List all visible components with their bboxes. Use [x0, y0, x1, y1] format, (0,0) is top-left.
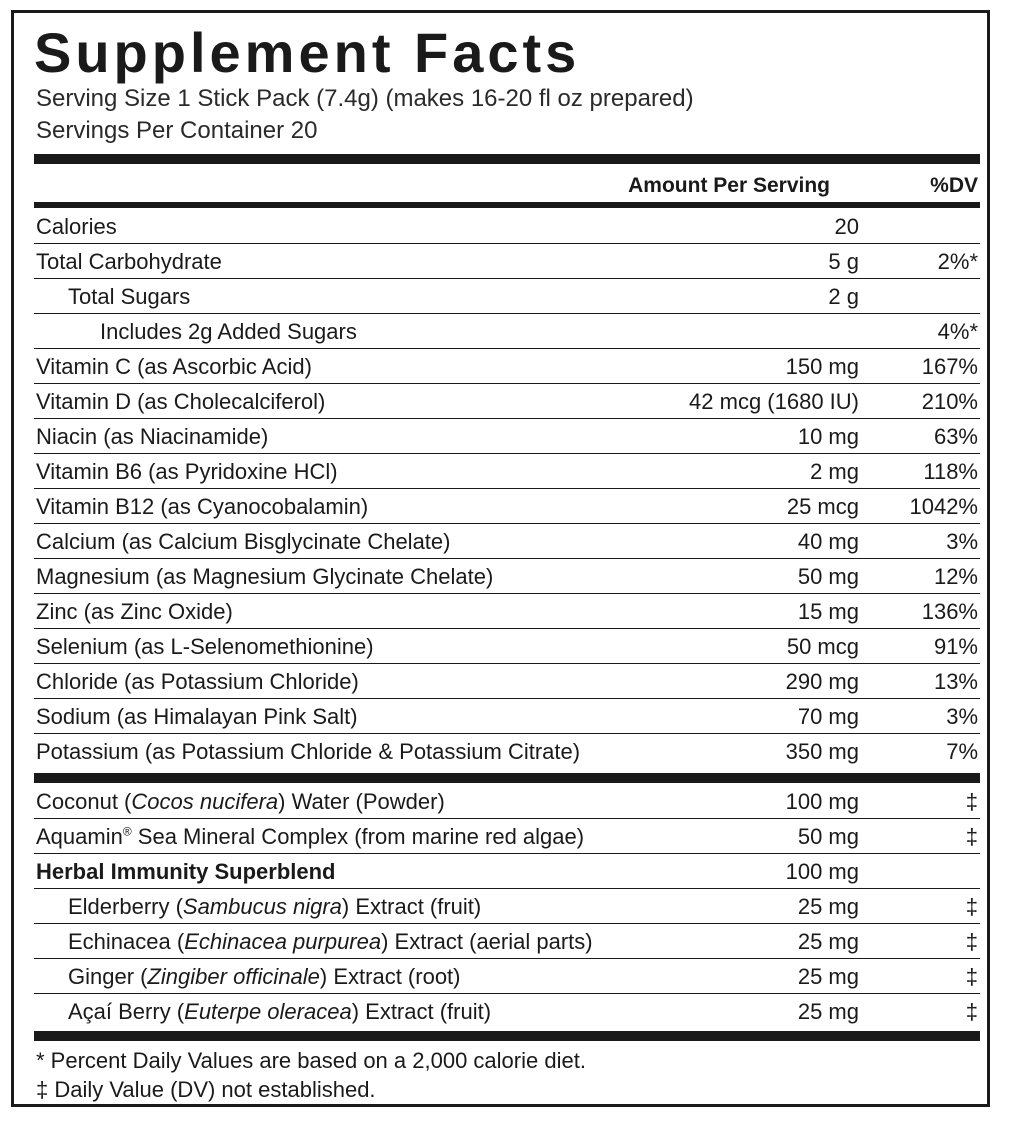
- name-part: ) Extract (aerial parts): [381, 929, 593, 954]
- nutrient-name: Vitamin D (as Cholecalciferol): [36, 389, 326, 414]
- table-row: [34, 559, 980, 594]
- ingredient-amount: 25 mg: [797, 999, 859, 1024]
- table-row: [34, 924, 980, 959]
- table-row: [34, 524, 980, 559]
- nutrient-amount: 5 g: [828, 249, 859, 274]
- name-part: Echinacea (: [68, 929, 185, 954]
- nutrient-dv: 63%: [933, 424, 978, 449]
- nutrient-amount: 10 mg: [797, 424, 859, 449]
- section-divider: [34, 773, 980, 783]
- nutrient-name: Total Sugars: [68, 284, 191, 309]
- table-row: [34, 994, 980, 1029]
- ingredient-name: [68, 959, 461, 995]
- nutrient-amount: 40 mg: [797, 529, 859, 554]
- name-part: ) Extract (fruit): [341, 894, 482, 919]
- nutrient-amount: 50 mg: [797, 564, 859, 589]
- table-row: [34, 384, 980, 419]
- nutrient-amount: 2 g: [828, 284, 859, 309]
- name-part: Aquamin: [36, 824, 123, 849]
- ingredient-list: [34, 784, 980, 1029]
- registered-mark: ®: [122, 824, 132, 839]
- name-part: Açaí Berry (: [68, 999, 185, 1024]
- nutrient-name: Selenium (as L-Selenomethionine): [36, 634, 374, 659]
- ingredient-amount: 25 mg: [797, 964, 859, 989]
- name-part: Sea Mineral Complex (from marine red algae): [131, 824, 585, 849]
- name-part: ) Extract (root): [319, 964, 461, 989]
- nutrient-name: Magnesium (as Magnesium Glycinate Chelate): [36, 564, 494, 589]
- nutrient-dv: 4%*: [937, 319, 978, 344]
- nutrient-name: Potassium (as Potassium Chloride & Potassium Citrate): [36, 739, 581, 764]
- footnote-dv: * Percent Daily Values are based on a 2,000 calorie diet.: [36, 1048, 586, 1073]
- nutrient-dv: 13%: [933, 669, 978, 694]
- nutrient-dv: 167%: [921, 354, 978, 379]
- ingredient-name: [36, 784, 445, 820]
- nutrient-name: Total Carbohydrate: [36, 249, 222, 274]
- nutrient-dv: 91%: [933, 634, 978, 659]
- ingredient-name: [36, 854, 336, 890]
- supplement-facts-panel: [11, 10, 990, 1107]
- nutrient-name: Calories: [36, 214, 117, 239]
- nutrient-dv: 1042%: [909, 494, 978, 519]
- table-row: [34, 454, 980, 489]
- ingredient-amount: 50 mg: [797, 824, 859, 849]
- table-row: [34, 629, 980, 664]
- nutrient-amount: 150 mg: [785, 354, 859, 379]
- nutrient-name: Zinc (as Zinc Oxide): [36, 599, 233, 624]
- nutrient-amount: 70 mg: [797, 704, 859, 729]
- panel-title: Supplement Facts: [34, 21, 581, 84]
- ingredient-name: [36, 819, 584, 855]
- ingredient-amount: 25 mg: [797, 894, 859, 919]
- nutrient-amount: 290 mg: [785, 669, 859, 694]
- servings-per-container: Servings Per Container 20: [36, 117, 318, 144]
- name-part: Coconut (: [36, 789, 132, 814]
- nutrient-dv: 3%: [946, 529, 978, 554]
- nutrient-amount: 2 mg: [810, 459, 859, 484]
- ingredient-amount: 100 mg: [785, 789, 859, 814]
- name-part: Sambucus nigra: [182, 894, 342, 919]
- table-row: [34, 784, 980, 819]
- table-row: [34, 349, 980, 384]
- ingredient-dv: ‡: [965, 894, 978, 919]
- nutrient-name: Niacin (as Niacinamide): [36, 424, 269, 449]
- serving-size: Serving Size 1 Stick Pack (7.4g) (makes 16-20 fl oz prepared): [36, 85, 694, 112]
- footnote-not-established: ‡ Daily Value (DV) not established.: [36, 1077, 376, 1102]
- nutrient-dv: 12%: [933, 564, 978, 589]
- table-row: [34, 209, 980, 244]
- nutrient-amount: 20: [834, 214, 859, 239]
- nutrient-dv: 3%: [946, 704, 978, 729]
- nutrient-amount: 50 mcg: [786, 634, 859, 659]
- ingredient-dv: ‡: [965, 789, 978, 814]
- table-row: [34, 314, 980, 349]
- table-row: [34, 279, 980, 314]
- nutrient-amount: 25 mcg: [786, 494, 859, 519]
- table-row: [34, 734, 980, 769]
- table-row: [34, 889, 980, 924]
- ingredient-dv: ‡: [965, 964, 978, 989]
- column-header: [34, 170, 980, 202]
- name-part: Elderberry (: [68, 894, 183, 919]
- name-part: Echinacea purpurea: [184, 929, 382, 954]
- name-part: ) Extract (fruit): [351, 999, 492, 1024]
- nutrient-name: Sodium (as Himalayan Pink Salt): [36, 704, 358, 729]
- table-row: [34, 664, 980, 699]
- ingredient-amount: 100 mg: [785, 859, 859, 884]
- nutrient-dv: 136%: [921, 599, 978, 624]
- nutrient-name: Vitamin B12 (as Cyanocobalamin): [36, 494, 369, 519]
- nutrient-dv: 118%: [923, 459, 978, 484]
- nutrient-amount: 42 mcg (1680 IU): [689, 389, 859, 414]
- ingredient-name: [68, 889, 481, 925]
- thick-divider: [34, 154, 980, 164]
- nutrient-name: Calcium (as Calcium Bisglycinate Chelate): [36, 529, 451, 554]
- table-row: [34, 699, 980, 734]
- bottom-divider: [34, 1031, 980, 1041]
- nutrient-amount: 350 mg: [785, 739, 859, 764]
- nutrient-dv: 7%: [946, 739, 978, 764]
- nutrient-name: Chloride (as Potassium Chloride): [36, 669, 359, 694]
- name-part: Euterpe oleracea: [184, 999, 352, 1024]
- table-row: [34, 419, 980, 454]
- table-row: [34, 489, 980, 524]
- amount-header: Amount Per Serving: [628, 174, 830, 197]
- nutrient-dv: 2%*: [937, 249, 978, 274]
- table-row: [34, 854, 980, 889]
- nutrient-dv: 210%: [921, 389, 978, 414]
- name-part: Zingiber officinale: [147, 964, 320, 989]
- name-part: ) Water (Powder): [278, 789, 445, 814]
- table-row: [34, 819, 980, 854]
- ingredient-dv: ‡: [965, 999, 978, 1024]
- name-part: Herbal Immunity Superblend: [36, 859, 336, 884]
- ingredient-dv: ‡: [965, 929, 978, 954]
- table-row: [34, 959, 980, 994]
- table-row: [34, 244, 980, 279]
- nutrient-name: Vitamin C (as Ascorbic Acid): [36, 354, 312, 379]
- dv-header: %DV: [930, 174, 978, 197]
- nutrient-amount: 15 mg: [797, 599, 859, 624]
- header-divider: [34, 202, 980, 208]
- name-part: Cocos nucifera: [131, 789, 279, 814]
- nutrient-name: Includes 2g Added Sugars: [100, 319, 357, 344]
- nutrient-name: Vitamin B6 (as Pyridoxine HCl): [36, 459, 338, 484]
- nutrient-list: [34, 209, 980, 769]
- ingredient-dv: ‡: [965, 824, 978, 849]
- ingredient-name: [68, 994, 491, 1030]
- table-row: [34, 594, 980, 629]
- name-part: Ginger (: [68, 964, 148, 989]
- ingredient-amount: 25 mg: [797, 929, 859, 954]
- ingredient-name: [68, 924, 593, 960]
